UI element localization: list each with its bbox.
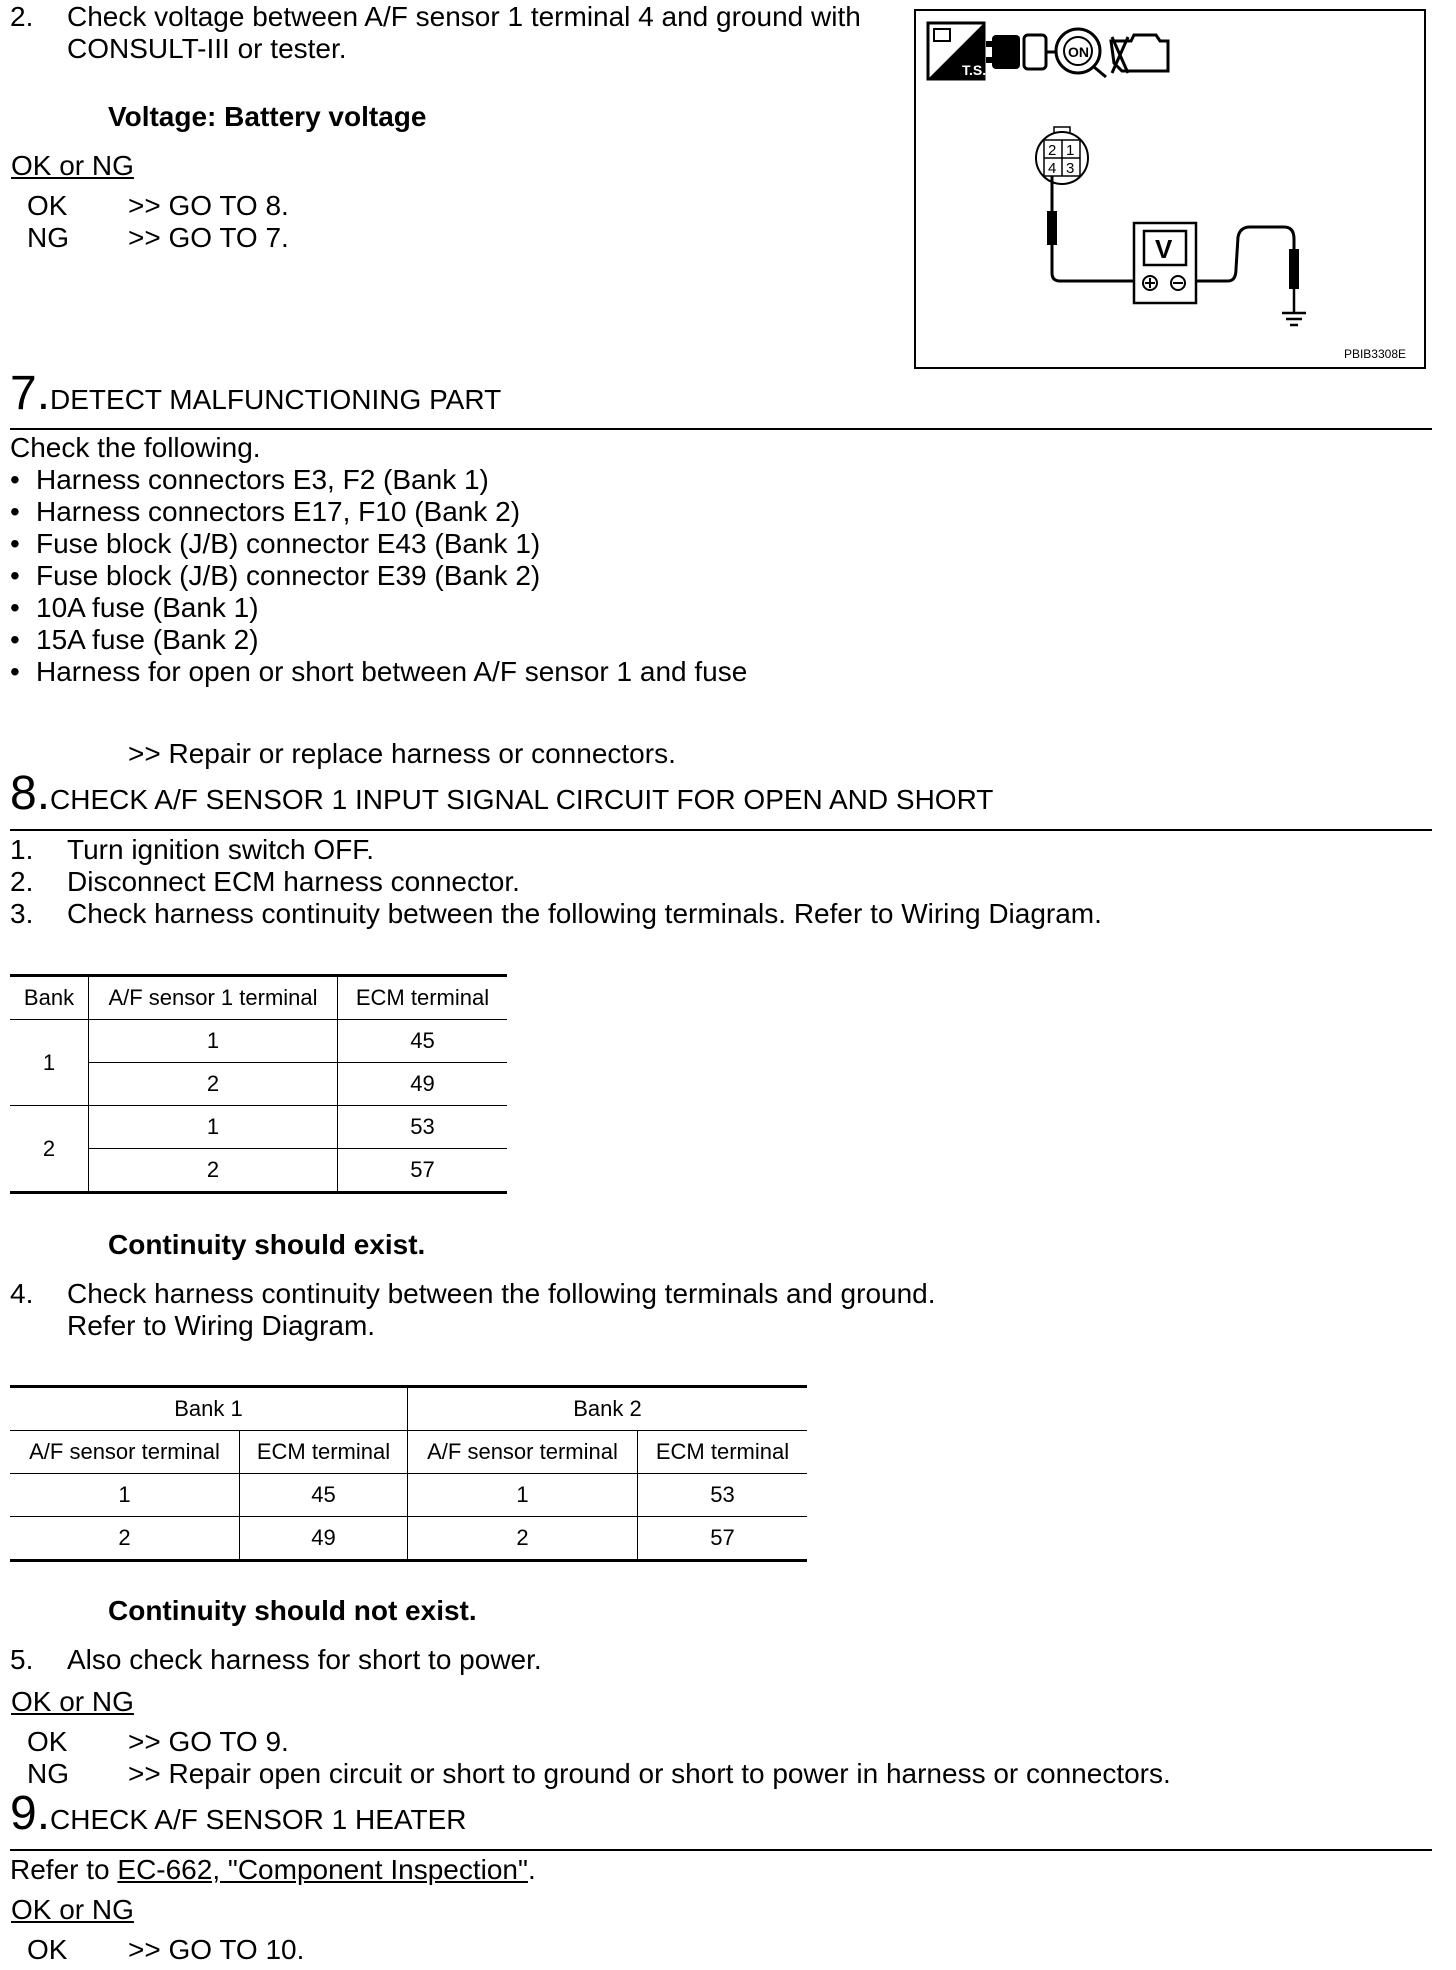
table-bank-cell: 1 [10, 1020, 89, 1106]
probe-lead-positive [1047, 176, 1134, 281]
section-7-item: • 15A fuse (Bank 2) [36, 624, 259, 656]
section-7-heading [10, 367, 502, 420]
section-9-ok-action: >> GO TO 10. [128, 1934, 305, 1965]
section-9-ok-label: OK [27, 1934, 68, 1965]
ts-icon [928, 23, 986, 79]
table-cell: 49 [240, 1517, 408, 1561]
voltmeter [1134, 223, 1196, 303]
table-header-cell: Bank [10, 976, 89, 1020]
section-8-ng-action: >> Repair open circuit or short to ground or short to power in harness or connectors. [128, 1758, 1171, 1789]
table-cell: 53 [338, 1106, 508, 1149]
section-8-step-4-line1: Check harness continuity between the following terminals and ground. [67, 1278, 936, 1309]
step-2-number: 2. [10, 1, 34, 32]
table-cell: 2 [89, 1063, 338, 1106]
section-7-intro: Check the following. [10, 432, 261, 463]
probe-lead-negative [1196, 227, 1299, 313]
section-7-item: • Harness connectors E3, F2 (Bank 1) [36, 464, 489, 496]
table-bank-cell: 2 [10, 1106, 89, 1193]
table-cell: 49 [338, 1063, 508, 1106]
section-8-heading [10, 767, 994, 820]
ignition-on-icon [1056, 29, 1106, 77]
section-8-ok-action: >> GO TO 9. [128, 1726, 289, 1757]
continuity-table-2 [10, 1385, 807, 1562]
svg-text:3: 3 [1066, 160, 1075, 177]
table-cell: 1 [89, 1020, 338, 1063]
svg-text:2: 2 [1048, 142, 1057, 159]
section-7-title: DETECT MALFUNCTIONING PART [50, 384, 502, 415]
section-8-step-5-text: Also check harness for short to power. [67, 1644, 542, 1675]
ground-icon [1282, 313, 1306, 325]
section-8-step-number: 2. [10, 866, 34, 897]
section-9-refer-suffix: . [527, 1854, 536, 1885]
svg-text:1: 1 [1066, 142, 1075, 159]
section-9-number: 9. [10, 1787, 51, 1840]
section-9-heading [10, 1787, 467, 1840]
section-7-rule [10, 428, 1432, 430]
table-cell: 1 [408, 1474, 638, 1517]
table-header-cell: A/F sensor terminal [10, 1431, 240, 1474]
table-cell: 45 [240, 1474, 408, 1517]
table-cell: 2 [10, 1517, 240, 1561]
step-2-ok-action: >> GO TO 8. [128, 190, 289, 221]
table-cell: 1 [89, 1106, 338, 1149]
continuity-table-1 [10, 974, 507, 1194]
section-9-refer [10, 1854, 536, 1886]
section-8-step-text: Disconnect ECM harness connector. [67, 866, 520, 897]
section-8-step-text: Check harness continuity between the following terminals. Refer to Wiring Diagram. [67, 898, 1102, 929]
table-cell: 2 [408, 1517, 638, 1561]
section-7-item: • Fuse block (J/B) connector E39 (Bank 2) [36, 560, 540, 592]
step-2-spec: Voltage: Battery voltage [108, 101, 427, 132]
table-header-cell: ECM terminal [338, 976, 508, 1020]
af-sensor-connector [1036, 127, 1088, 184]
section-8-ok-label: OK [27, 1726, 68, 1757]
svg-text:ON: ON [1068, 44, 1089, 60]
table-group-header: Bank 2 [408, 1387, 808, 1431]
table-header-cell: ECM terminal [638, 1431, 808, 1474]
table-cell: 2 [89, 1149, 338, 1193]
table-cell: 57 [710, 1525, 735, 1550]
table-group-header: Bank 1 [10, 1387, 408, 1431]
section-8-title: CHECK A/F SENSOR 1 INPUT SIGNAL CIRCUIT FOR OPEN AND SHORT [50, 784, 994, 815]
step-2-text-line2: CONSULT-III or tester. [67, 33, 347, 64]
section-8-step-number: 1. [10, 834, 34, 865]
svg-text:T.S.: T.S. [962, 62, 987, 78]
section-7-item: • Harness for open or short between A/F sensor 1 and fuse [36, 656, 747, 688]
section-9-rule [10, 1849, 1432, 1851]
table-header-cell: A/F sensor terminal [408, 1431, 638, 1474]
section-8-number: 8. [10, 767, 51, 820]
section-9-refer-prefix: Refer to [10, 1854, 118, 1885]
engine-off-icon [1111, 35, 1168, 73]
table-cell: 57 [410, 1157, 435, 1182]
voltage-check-diagram [916, 11, 1423, 366]
section-7-item: • 10A fuse (Bank 1) [36, 592, 259, 624]
section-8-ng-label: NG [27, 1758, 69, 1789]
table-header-cell: A/F sensor 1 terminal [89, 976, 338, 1020]
component-inspection-link[interactable]: EC-662, "Component Inspection" [117, 1854, 528, 1885]
svg-text:V: V [1155, 234, 1173, 264]
table-cell: 1 [10, 1474, 240, 1517]
section-8-rule [10, 829, 1432, 831]
table-cell: 45 [338, 1020, 508, 1063]
section-8-step-text: Turn ignition switch OFF. [67, 834, 375, 865]
section-8-step-4-line2: Refer to Wiring Diagram. [67, 1310, 376, 1341]
step-2-ok-label: OK [27, 190, 68, 221]
section-7-item: • Fuse block (J/B) connector E43 (Bank 1) [36, 528, 540, 560]
step-2-ng-label: NG [27, 222, 69, 253]
section-8-step-4-number: 4. [10, 1278, 34, 1309]
voltage-check-figure [914, 9, 1426, 369]
step-2-ok-ng-heading: OK or NG [11, 150, 134, 181]
section-7-number: 7. [10, 367, 51, 420]
section-8-ok-ng-heading: OK or NG [11, 1686, 134, 1717]
section-8-spec-2: Continuity should not exist. [108, 1595, 477, 1626]
section-8-step-5-number: 5. [10, 1644, 34, 1675]
section-7-action: >> Repair or replace harness or connectors. [128, 738, 676, 769]
step-2-text-line1: Check voltage between A/F sensor 1 terminal 4 and ground with [67, 1, 861, 32]
table-header-cell: ECM terminal [240, 1431, 408, 1474]
figure-code: PBIB3308E [1343, 347, 1406, 361]
section-7-item: • Harness connectors E17, F10 (Bank 2) [36, 496, 520, 528]
section-8-spec-1: Continuity should exist. [108, 1229, 426, 1260]
table-cell: 53 [638, 1474, 808, 1517]
section-9-title: CHECK A/F SENSOR 1 HEATER [50, 1804, 467, 1835]
connector-icon [986, 35, 1056, 69]
svg-text:4: 4 [1048, 160, 1057, 177]
step-2-ng-action: >> GO TO 7. [128, 222, 289, 253]
section-9-ok-ng-heading: OK or NG [11, 1894, 134, 1925]
section-8-step-number: 3. [10, 898, 34, 929]
